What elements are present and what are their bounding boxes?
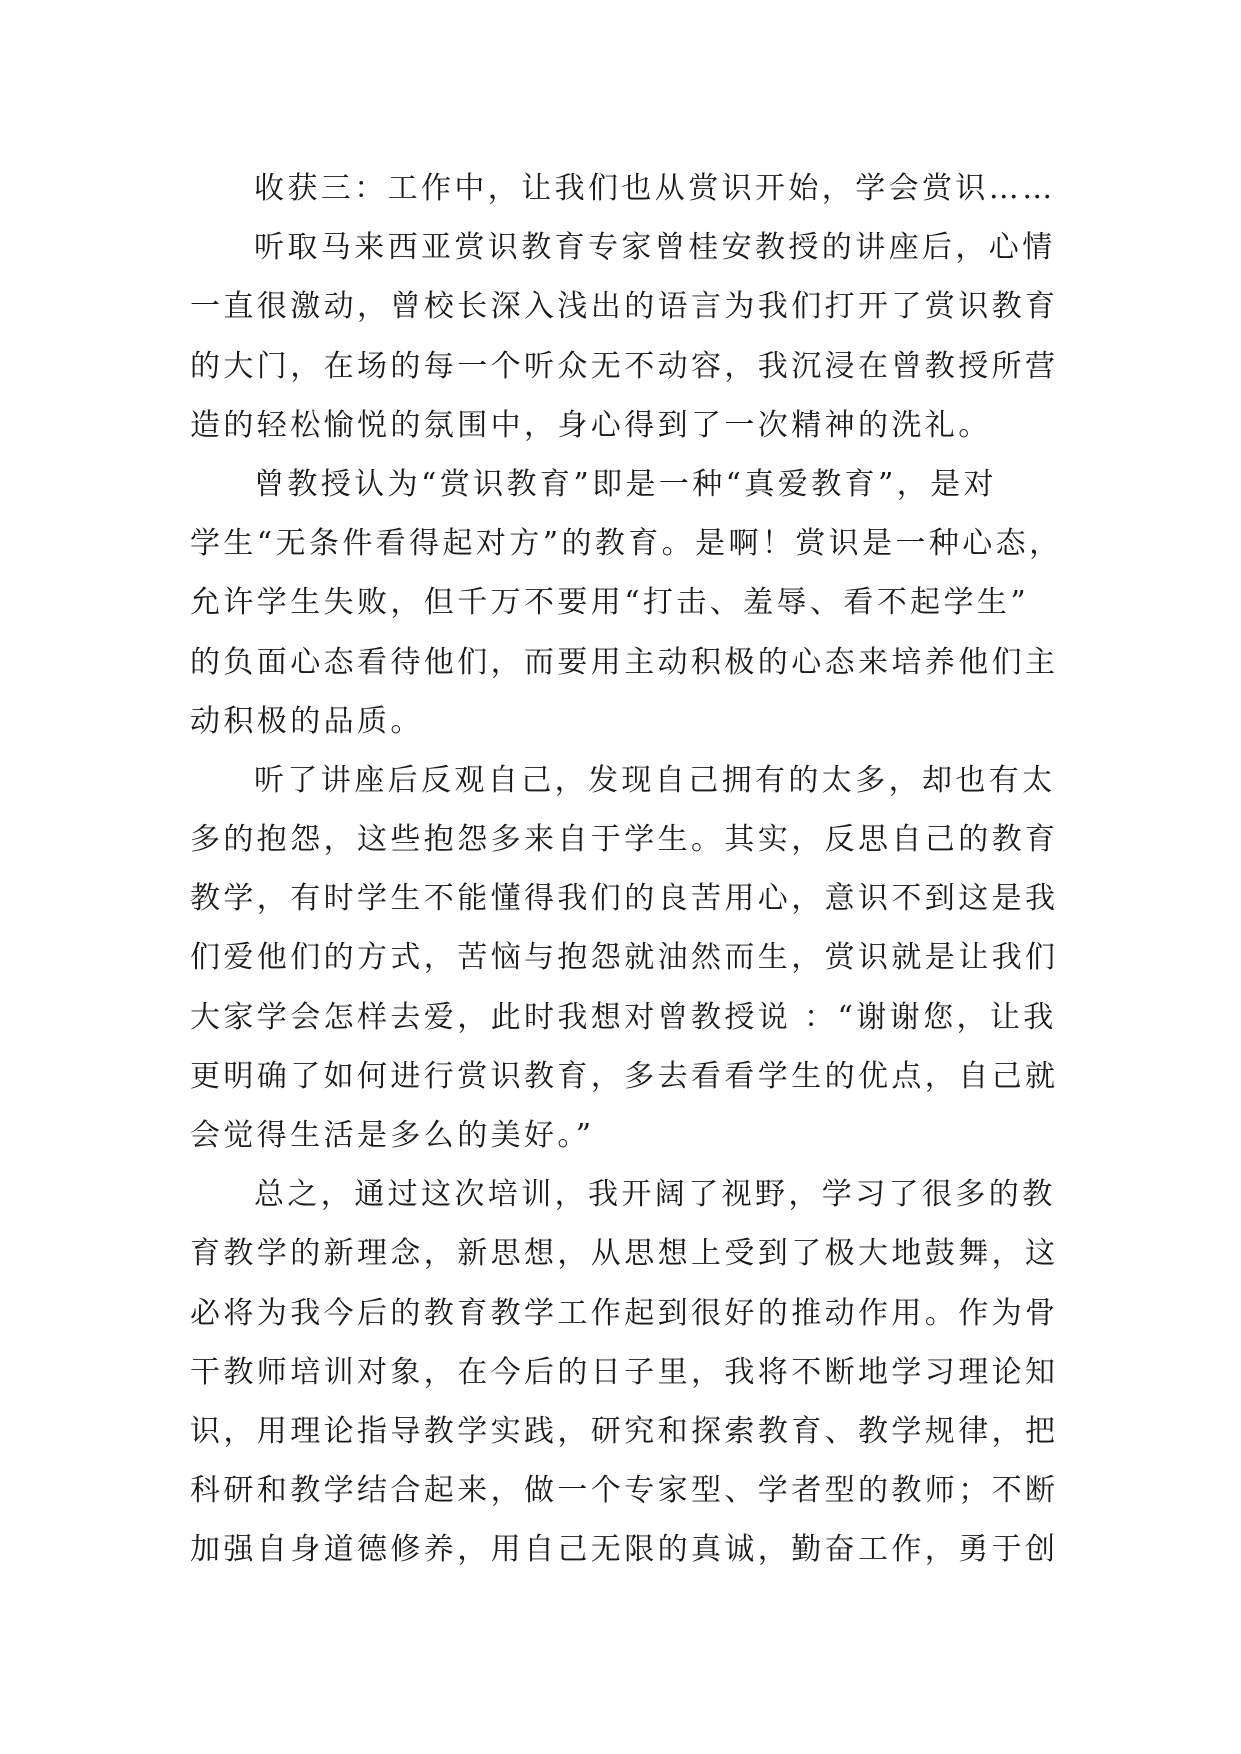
text-line: 必将为我今后的教育教学工作起到很好的推动作用。作为骨	[190, 1295, 1059, 1331]
text-line: 育教学的新理念，新思想，从思想上受到了极大地鼓舞，这	[190, 1236, 1059, 1272]
text-line: 干教师培训对象，在今后的日子里，我将不断地学习理论知	[190, 1354, 1059, 1390]
text-line: 识，用理论指导教学实践，研究和探索教育、教学规律，把	[190, 1413, 1059, 1449]
text-line: 听了讲座后反观自己，发现自己拥有的太多，却也有太	[254, 762, 1056, 798]
text-line: 的负面心态看待他们，而要用主动积极的心态来培养他们主	[190, 644, 1059, 680]
text-line: 收获三：工作中，让我们也从赏识开始，学会赏识……	[254, 171, 1056, 206]
text-line: 学生“无条件看得起对方”的教育。是啊！赏识是一种心态，	[190, 526, 1063, 562]
text-line: 科研和教学结合起来，做一个专家型、学者型的教师；不断	[190, 1473, 1059, 1509]
text-line: 造的轻松愉悦的氛围中，身心得到了一次精神的洗礼。	[190, 407, 992, 443]
text-line: 的大门，在场的每一个听众无不动容，我沉浸在曾教授所营	[190, 348, 1059, 384]
text-line: 总之，通过这次培训，我开阔了视野，学习了很多的教	[254, 1177, 1056, 1213]
text-line: 会觉得生活是多么的美好。”	[190, 1118, 595, 1153]
body-text	[190, 159, 1063, 1580]
text-line: 听取马来西亚赏识教育专家曾桂安教授的讲座后，心情	[254, 230, 1056, 266]
text-line: 多的抱怨，这些抱怨多来自于学生。其实，反思自己的教育	[190, 822, 1059, 858]
text-line: 一直很激动，曾校长深入浅出的语言为我们打开了赏识教育	[190, 289, 1059, 325]
text-line: 加强自身道德修养，用自己无限的真诚，勤奋工作，勇于创	[190, 1532, 1059, 1568]
text-line: 曾教授认为“赏识教育”即是一种“真爱教育”，是对	[254, 466, 997, 502]
text-line: 更明确了如何进行赏识教育，多去看看学生的优点，自己就	[190, 1058, 1059, 1094]
text-line: 们爱他们的方式，苦恼与抱怨就油然而生，赏识就是让我们	[190, 940, 1059, 976]
text-line: 大家学会怎样去爱，此时我想对曾教授说 ：“谢谢您，让我	[190, 999, 1057, 1035]
text-line: 教学，有时学生不能懂得我们的良苦用心，意识不到这是我	[190, 881, 1059, 917]
text-line: 允许学生失败，但千万不要用“打击、羞辱、看不起学生”	[190, 585, 1030, 621]
text-line: 动积极的品质。	[190, 703, 424, 739]
